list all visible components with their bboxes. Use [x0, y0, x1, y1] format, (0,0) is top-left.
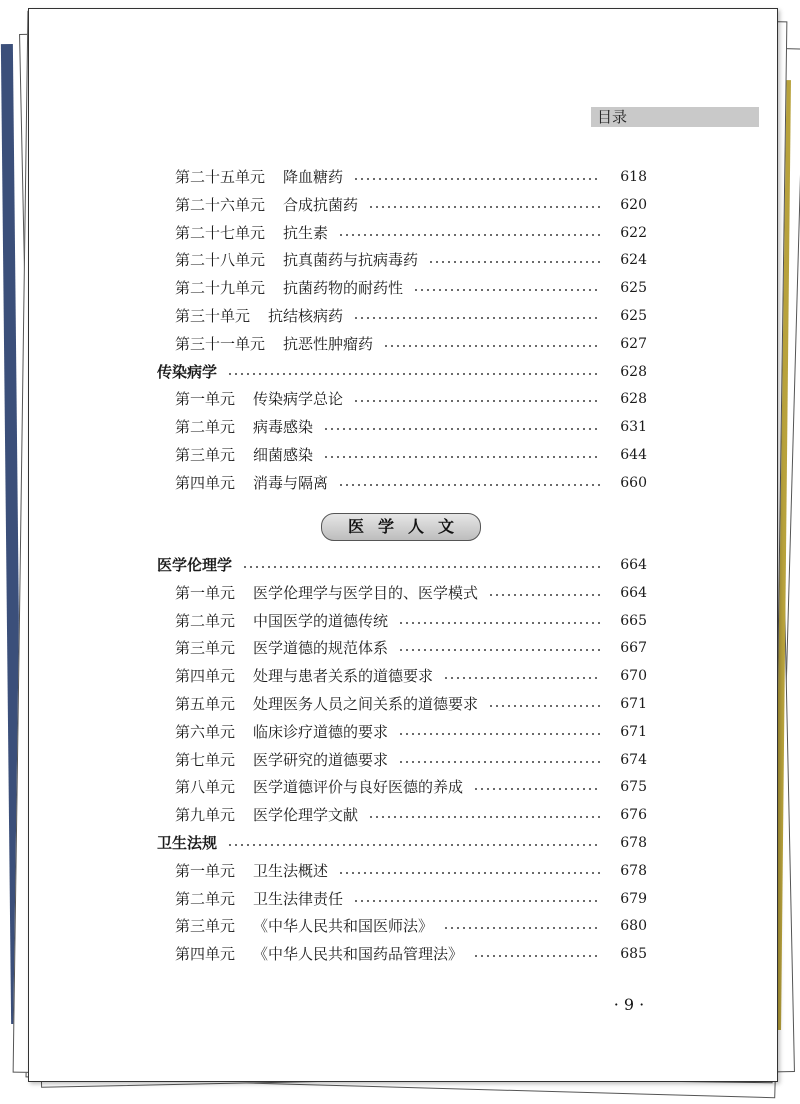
toc-page-number: 624: [620, 252, 647, 269]
dot-leader: [338, 234, 601, 236]
dot-leader: [488, 594, 601, 596]
page-number: · 9 ·: [613, 995, 645, 1014]
toc-unit-row[interactable]: [29, 415, 777, 439]
dot-leader: [353, 178, 601, 180]
toc-unit-number: 第三十一单元: [175, 334, 266, 353]
dot-leader: [323, 456, 601, 458]
toc-unit-number: 第一单元: [175, 583, 236, 602]
toc-page-number: 631: [620, 419, 647, 436]
dot-leader: [353, 900, 601, 902]
dot-leader: [413, 289, 601, 291]
toc-page-number: 625: [620, 280, 647, 297]
dot-leader: [338, 484, 601, 486]
toc-unit-number: 第一单元: [175, 390, 236, 409]
toc-entry-title: 抗菌药物的耐药性: [283, 279, 404, 298]
toc-page-number: 664: [620, 584, 647, 601]
toc-unit-number: 第二单元: [175, 611, 236, 630]
toc-entry-title: 卫生法律责任: [253, 889, 344, 908]
toc-page-number: 660: [620, 474, 647, 491]
toc-entry-title: 卫生法概述: [253, 861, 329, 880]
toc-entry-title: 《中华人民共和国药品管理法》: [253, 945, 464, 964]
toc-page-number: 685: [620, 946, 647, 963]
part-banner: 医学人文: [321, 513, 481, 541]
dot-leader: [473, 955, 601, 957]
toc-unit-row[interactable]: [29, 692, 777, 716]
toc-unit-number: 第四单元: [175, 667, 236, 686]
toc-unit-row[interactable]: [29, 609, 777, 633]
dot-leader: [353, 400, 601, 402]
toc-unit-number: 第六单元: [175, 722, 236, 741]
dot-leader: [398, 761, 601, 763]
toc-unit-number: 第三单元: [175, 639, 236, 658]
toc-unit-row[interactable]: [29, 221, 777, 245]
toc-page-number: 620: [620, 196, 647, 213]
toc-page-number: 664: [620, 557, 647, 573]
toc-unit-row[interactable]: [29, 664, 777, 688]
toc-entry-title: 合成抗菌药: [283, 195, 359, 214]
toc-entry-title: 病毒感染: [253, 418, 314, 437]
dot-leader: [383, 345, 601, 347]
toc-page-number: 678: [620, 835, 647, 851]
toc-unit-row[interactable]: [29, 803, 777, 827]
toc-unit-number: 第四单元: [175, 945, 236, 964]
toc-page-number: 667: [620, 640, 647, 657]
toc-entry-title: 抗结核病药: [268, 307, 344, 325]
dot-leader: [398, 649, 601, 651]
toc-unit-number: 第一单元: [175, 861, 236, 880]
dot-leader: [368, 206, 601, 208]
toc-entry-title: 医学道德的规范体系: [253, 639, 389, 658]
toc-unit-number: 第九单元: [175, 806, 236, 825]
toc-unit-row[interactable]: [29, 193, 777, 217]
toc-page-number: 679: [620, 890, 647, 907]
running-header: 目录: [591, 107, 759, 127]
toc-unit-number: 第八单元: [175, 778, 236, 797]
dot-leader: [398, 733, 601, 735]
toc-entry-title: 传染病学总论: [253, 390, 344, 409]
toc-entry-title: 传染病学: [157, 362, 218, 381]
toc-unit-number: 第四单元: [175, 473, 236, 492]
toc-unit-number: 第三单元: [175, 917, 236, 936]
toc-page-number: 680: [620, 918, 647, 935]
toc-page-number: 671: [620, 723, 647, 740]
toc-page-number: 674: [620, 751, 647, 768]
toc-entry-title: 医学伦理学: [157, 556, 233, 574]
dot-leader: [338, 872, 601, 874]
toc-unit-row[interactable]: [29, 887, 777, 911]
dot-leader: [353, 317, 601, 319]
toc-unit-row[interactable]: [29, 443, 777, 467]
toc-page-number: 628: [620, 391, 647, 408]
toc-unit-row[interactable]: [29, 720, 777, 744]
toc-unit-number: 第二十六单元: [175, 195, 266, 214]
dot-leader: [428, 261, 601, 263]
toc-unit-row[interactable]: [29, 304, 777, 328]
toc-page-number: 625: [620, 308, 647, 324]
toc-unit-row[interactable]: [29, 914, 777, 938]
toc-entry-title: 医学道德评价与良好医德的养成: [253, 778, 464, 797]
toc-page-number: 644: [620, 447, 647, 463]
toc-entry-title: 处理医务人员之间关系的道德要求: [253, 695, 479, 713]
toc-unit-number: 第二十七单元: [175, 223, 266, 242]
toc-page-number: 675: [620, 779, 647, 796]
toc-page-number: 622: [620, 224, 647, 241]
toc-unit-row[interactable]: [29, 775, 777, 799]
toc-unit-row[interactable]: [29, 859, 777, 883]
toc-unit-number: 第三单元: [175, 446, 236, 464]
toc-unit-row[interactable]: [29, 636, 777, 660]
toc-unit-row[interactable]: [29, 581, 777, 605]
toc-unit-number: 第二单元: [175, 889, 236, 908]
toc-unit-row[interactable]: [29, 748, 777, 772]
dot-leader: [227, 373, 601, 375]
toc-entry-title: 抗生素: [283, 223, 329, 242]
toc-page-number: 618: [620, 169, 647, 185]
toc-unit-number: 第二单元: [175, 418, 236, 437]
toc-entry-title: 医学伦理学文献: [253, 806, 359, 825]
toc-unit-row[interactable]: [29, 332, 777, 356]
toc-page-number: 676: [620, 807, 647, 824]
toc-entry-title: 医学研究的道德要求: [253, 750, 389, 769]
toc-unit-row[interactable]: [29, 471, 777, 495]
dot-leader: [242, 566, 601, 568]
toc-unit-row[interactable]: [29, 942, 777, 966]
toc-page-number: 628: [620, 363, 647, 380]
toc-unit-number: 第三十单元: [175, 307, 251, 325]
dot-leader: [473, 788, 601, 790]
toc-entry-title: 细菌感染: [253, 446, 314, 464]
dot-leader: [443, 677, 601, 679]
toc-unit-row[interactable]: [29, 276, 777, 300]
toc-page-number: 678: [620, 862, 647, 879]
toc-page-number: 671: [620, 696, 647, 712]
toc-entry-title: 医学伦理学与医学目的、医学模式: [253, 583, 479, 602]
dot-leader: [488, 705, 601, 707]
toc-entry-title: 中国医学的道德传统: [253, 611, 389, 630]
toc-page-number: 627: [620, 335, 647, 352]
toc-entry-title: 《中华人民共和国医师法》: [253, 917, 434, 936]
toc-section-row[interactable]: [29, 831, 777, 855]
toc-entry-title: 临床诊疗道德的要求: [253, 722, 389, 741]
toc-entry-title: 卫生法规: [157, 834, 218, 852]
dot-leader: [443, 927, 601, 929]
toc-unit-row[interactable]: [29, 387, 777, 411]
toc-unit-number: 第二十五单元: [175, 168, 266, 186]
dot-leader: [368, 816, 601, 818]
toc-unit-number: 第七单元: [175, 750, 236, 769]
toc-unit-number: 第二十八单元: [175, 251, 266, 270]
toc-section-row[interactable]: [29, 360, 777, 384]
toc-entry-title: 抗真菌药与抗病毒药: [283, 251, 419, 270]
dot-leader: [398, 622, 601, 624]
dot-leader: [323, 428, 601, 430]
toc-entry-title: 降血糖药: [283, 168, 344, 186]
toc-section-row[interactable]: [29, 553, 777, 577]
toc-page-number: 670: [620, 668, 647, 685]
toc-page-number: 665: [620, 612, 647, 629]
toc-entry-title: 处理与患者关系的道德要求: [253, 667, 434, 686]
toc-entry-title: 抗恶性肿瘤药: [283, 334, 374, 353]
toc-unit-row[interactable]: [29, 165, 777, 189]
toc-unit-number: 第二十九单元: [175, 279, 266, 298]
toc-unit-number: 第五单元: [175, 695, 236, 713]
toc-unit-row[interactable]: [29, 248, 777, 272]
toc-page: [28, 8, 778, 1082]
dot-leader: [227, 844, 601, 846]
toc-entry-title: 消毒与隔离: [253, 473, 329, 492]
